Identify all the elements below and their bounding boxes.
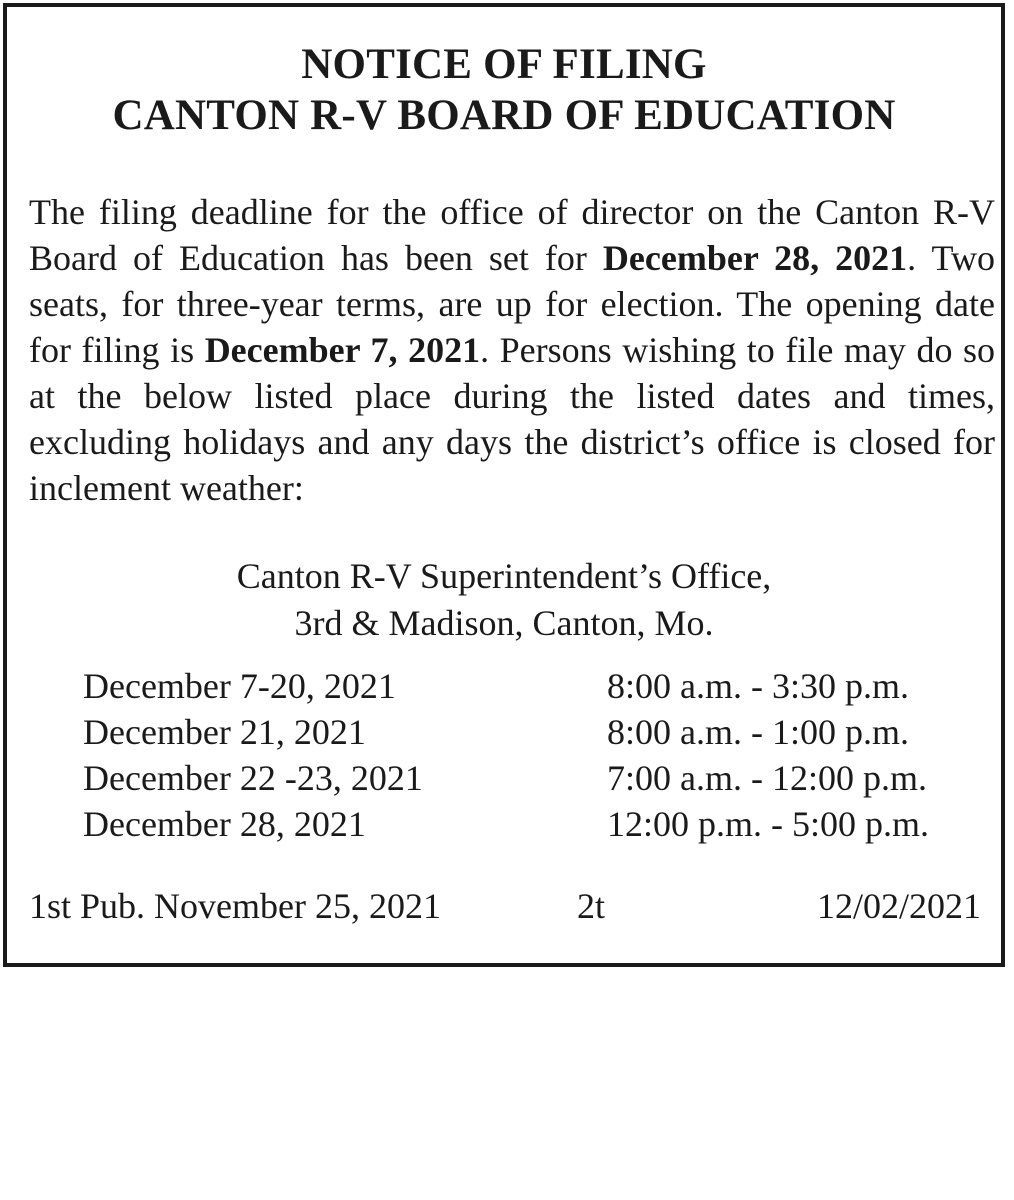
schedule-date: December 22 -23, 2021 xyxy=(83,758,423,798)
schedule-time: 7:00 a.m. - 12:00 p.m. xyxy=(607,758,927,798)
schedule-row xyxy=(7,801,1001,847)
body-text-1: The filing deadline for the office of director on the Canton R-V Board of Education has been set for xyxy=(29,192,995,278)
filing-opening-date: December 7, 2021 xyxy=(204,330,481,370)
office-address: 3rd & Madison, Canton, Mo. xyxy=(294,603,714,643)
schedule-row xyxy=(7,663,1001,709)
public-notice xyxy=(3,3,1005,967)
schedule-date: December 7-20, 2021 xyxy=(83,666,396,706)
notice-title: NOTICE OF FILING xyxy=(301,41,707,88)
schedule-time: 8:00 a.m. - 1:00 p.m. xyxy=(607,712,909,752)
schedule-date: December 21, 2021 xyxy=(83,712,366,752)
notice-subtitle: CANTON R-V BOARD OF EDUCATION xyxy=(112,92,896,139)
run-count: 2t xyxy=(577,886,606,926)
publication-date: 12/02/2021 xyxy=(816,886,981,926)
schedule-row xyxy=(7,755,1001,801)
filing-deadline: December 28, 2021 xyxy=(602,238,908,278)
first-publication: 1st Pub. November 25, 2021 xyxy=(29,886,441,926)
schedule-time: 12:00 p.m. - 5:00 p.m. xyxy=(607,804,929,844)
office-name: Canton R-V Superintendent’s Office, xyxy=(236,556,772,596)
body-text-2: . Two seats, for three-year terms, are up for election. The opening date for filing is xyxy=(29,238,995,370)
schedule-date: December 28, 2021 xyxy=(83,804,366,844)
publication-footer xyxy=(7,883,1001,929)
body-text-3: . Persons wishing to file may do so at the below listed place during the listed dates and times, excluding holidays and any days the district’s office is closed for inclement weather: xyxy=(29,330,996,508)
schedule-time: 8:00 a.m. - 3:30 p.m. xyxy=(607,666,909,706)
notice-body xyxy=(29,189,995,511)
schedule-row xyxy=(7,709,1001,755)
